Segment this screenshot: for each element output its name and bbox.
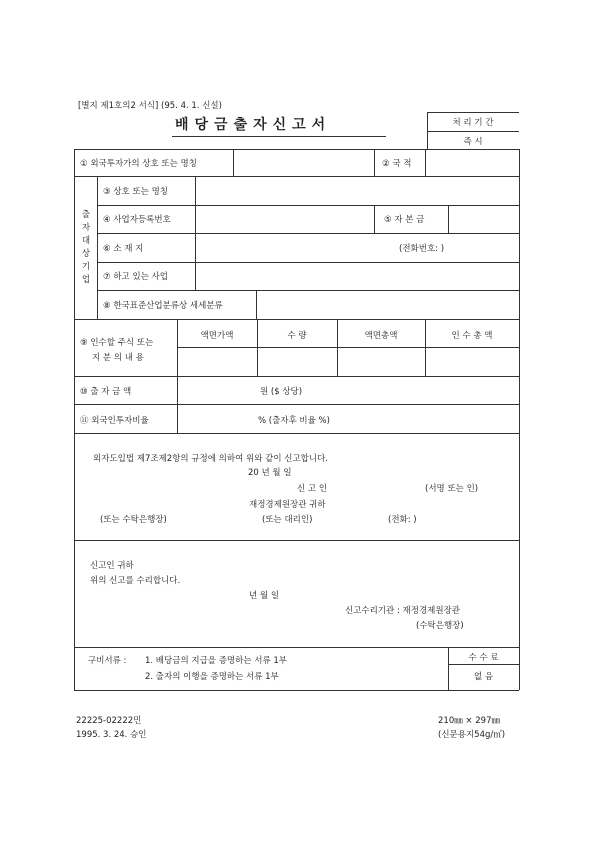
processing-box-top bbox=[427, 112, 519, 113]
group-divider bbox=[97, 176, 98, 319]
business-label: ⑦ 하고 있는 사업 bbox=[103, 272, 168, 282]
row-line bbox=[74, 404, 519, 405]
col-line bbox=[256, 290, 257, 319]
col-line bbox=[337, 319, 338, 376]
shares-label-line2: 지 분 의 내 용 bbox=[92, 353, 144, 363]
row-line bbox=[97, 290, 519, 291]
row-line bbox=[74, 319, 519, 320]
col-line bbox=[374, 205, 375, 233]
row-line bbox=[97, 205, 519, 206]
acceptance-statement: 위의 신고를 수리합니다. bbox=[90, 576, 181, 586]
row-line bbox=[97, 262, 519, 263]
document-item-1: 1. 배당금의 지급을 증명하는 서류 1부 bbox=[145, 656, 287, 666]
table-border-bottom bbox=[74, 690, 519, 691]
accepting-authority: 신고수리기관 : 재정경제원장관 bbox=[345, 606, 461, 616]
col-quantity: 수 량 bbox=[287, 331, 307, 341]
fee-value: 없 음 bbox=[473, 672, 494, 682]
form-reference: [별지 제1호의2 서식] (95. 4. 1. 신설) bbox=[78, 101, 222, 111]
declarant-label: 신 고 인 bbox=[297, 484, 328, 494]
accepting-authority-alt: (수탁은행장) bbox=[416, 621, 464, 631]
capital-label: ⑤ 자 본 금 bbox=[384, 215, 425, 225]
investment-amount-value: 원 ($ 상당) bbox=[260, 387, 303, 397]
row-line bbox=[74, 376, 519, 377]
paper-type: (신문용지54g/㎡) bbox=[438, 730, 506, 740]
col-line bbox=[195, 176, 196, 290]
row-line bbox=[74, 433, 519, 434]
row-line bbox=[97, 233, 519, 234]
col-total-acquisition: 인 수 총 액 bbox=[451, 331, 493, 341]
investor-name-label: ① 외국투자가의 상호 또는 명칭 bbox=[80, 159, 197, 169]
documents-label: 구비서류 : bbox=[88, 656, 127, 666]
col-line bbox=[425, 319, 426, 376]
row-line bbox=[74, 540, 519, 541]
declaration-statement: 외자도입법 제7조제2항의 규정에 의하여 위와 같이 신고합니다. bbox=[93, 454, 329, 464]
processing-period-label: 처 리 기 간 bbox=[452, 118, 494, 128]
declaration-addressee: 재정경제원장관 귀하 bbox=[249, 500, 326, 510]
biz-reg-number-label: ④ 사업자등록번호 bbox=[103, 215, 171, 225]
shares-label-line1: ⑨ 인수할 주식 또는 bbox=[80, 338, 154, 348]
row-line bbox=[74, 647, 519, 648]
col-face-value: 액면가액 bbox=[200, 331, 234, 341]
processing-period-value: 즉 시 bbox=[463, 137, 483, 147]
row-line bbox=[74, 176, 519, 177]
col-line bbox=[233, 149, 234, 176]
form-title: 배당금출자신고서 bbox=[175, 117, 332, 133]
address-label: ⑥ 소 재 지 bbox=[103, 244, 144, 254]
table-border-left bbox=[74, 149, 75, 690]
agent-label: (또는 대리인) bbox=[262, 515, 313, 525]
acceptance-addressee: 신고인 귀하 bbox=[90, 561, 134, 571]
company-name-label: ③ 상호 또는 명칭 bbox=[103, 187, 168, 197]
col-line bbox=[448, 205, 449, 233]
declaration-phone: (전화: ) bbox=[388, 515, 417, 525]
col-line bbox=[257, 319, 258, 376]
ksic-label: ⑧ 한국표준산업분류상 세세분류 bbox=[103, 301, 223, 311]
title-underline bbox=[172, 136, 386, 137]
processing-box-mid bbox=[427, 131, 519, 132]
document-item-2: 2. 출자의 이행을 증명하는 서류 1부 bbox=[145, 672, 279, 682]
investment-amount-label: ⑩ 출 자 금 액 bbox=[80, 387, 132, 397]
table-border-right bbox=[519, 149, 520, 690]
col-line bbox=[425, 149, 426, 176]
foreign-ratio-label: ⑪ 외국인투자비율 bbox=[80, 416, 149, 426]
acceptance-date: 년 월 일 bbox=[249, 591, 280, 601]
nationality-label: ② 국 적 bbox=[382, 159, 412, 169]
foreign-ratio-value: % (출자후 비율 %) bbox=[258, 416, 330, 426]
signature-label: (서명 또는 인) bbox=[425, 484, 479, 494]
target-company-group-label: 출 자 대 상 기 업 bbox=[81, 210, 91, 285]
table-border-top bbox=[74, 149, 519, 150]
paper-size: 210㎜ × 297㎜ bbox=[438, 716, 500, 726]
fee-divider bbox=[448, 664, 519, 665]
form-number: 22225-02222민 bbox=[76, 716, 142, 726]
col-total-face: 액면총액 bbox=[364, 331, 398, 341]
fee-label: 수 수 료 bbox=[468, 653, 499, 663]
col-line bbox=[374, 149, 375, 176]
approval-date: 1995. 3. 24. 승인 bbox=[76, 730, 147, 740]
trust-bank-label: (또는 수탁은행장) bbox=[100, 515, 167, 525]
row-line bbox=[177, 347, 519, 348]
phone-number-label: (전화번호: ) bbox=[399, 244, 445, 254]
declaration-date: 20 년 월 일 bbox=[248, 468, 292, 478]
